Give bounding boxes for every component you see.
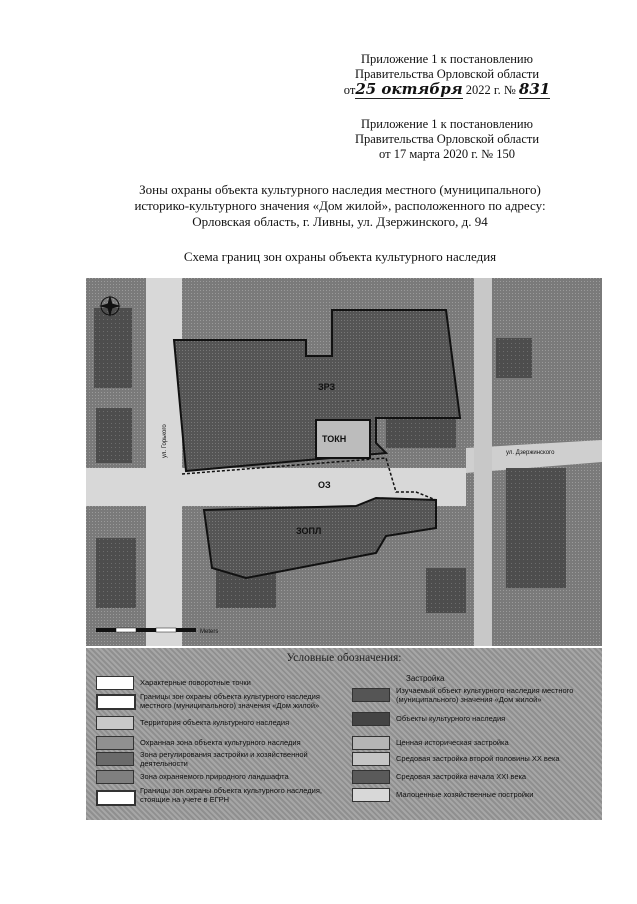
legend [86, 648, 602, 820]
title-line2: историко-культурного значения «Дом жилой», расположенного по адресу: [134, 198, 546, 213]
header-new-line3 [327, 82, 567, 98]
building [506, 468, 566, 588]
header-old-line3: от 17 марта 2020 г. № 150 [379, 147, 515, 161]
legend-symbol-egrn [96, 790, 136, 806]
handwritten-number: 831 [518, 80, 551, 98]
legend-item: Территория объекта культурного наследия [140, 718, 290, 727]
street-label-dzerzhinskogo: ул. Дзержинского [506, 450, 555, 456]
legend-item: Изучаемый объект культурного наследия местного (муниципального) значения «Дом жилой» [396, 686, 574, 704]
label-zopl: ЗОПЛ [296, 526, 322, 536]
legend-symbol-zrz [96, 752, 134, 766]
header-old [327, 117, 567, 162]
legend-item: Границы зон охраны объекта культурного наследия местного (муниципального) значения «Дом жилой» [140, 692, 320, 710]
scheme-subtitle: Схема границ зон охраны объекта культурного наследия [183, 249, 497, 264]
street-label-gorkogo: ул. Горького [162, 424, 168, 458]
legend-item: Охранная зона объекта культурного наследия [140, 738, 301, 747]
legend-symbol-studied-object [352, 688, 390, 702]
legend-item: Ценная историческая застройка [396, 738, 509, 747]
header-new [327, 52, 567, 98]
legend-item: Зона охраняемого природного ландшафта [140, 772, 289, 781]
legend-symbol-zopl [96, 770, 134, 784]
header-old-line1: Приложение 1 к постановлению [361, 117, 533, 131]
road-gorkogo [146, 278, 182, 646]
legend-symbol-21c [352, 770, 390, 784]
header-new-line2: Правительства Орловской области [354, 67, 540, 81]
scale-label: Meters [200, 629, 219, 635]
building [96, 538, 136, 608]
title-line3: Орловская область, г. Ливны, ул. Дзержинского, д. 94 [192, 214, 488, 229]
handwritten-date: 25 октября [355, 80, 463, 98]
label-zrz: ЗРЗ [318, 382, 336, 392]
legend-item: Средовая застройка второй половины XX века [396, 754, 560, 763]
header-new-line1: Приложение 1 к постановлению [361, 52, 533, 66]
map-svg [86, 278, 602, 646]
legend-symbol-points [96, 676, 134, 690]
legend-symbol-border [96, 694, 136, 710]
title-line1: Зоны охраны объекта культурного наследия местного (муниципального) [139, 182, 541, 197]
legend-right-heading: Застройка [406, 674, 445, 683]
header-new-prefix: от [343, 83, 356, 97]
legend-item: Объекты культурного наследия [396, 714, 506, 723]
building [96, 408, 132, 463]
legend-item: Малоценные хозяйственные постройки [396, 790, 534, 799]
building [426, 568, 466, 613]
legend-item: Зона регулирования застройки и хозяйственной деятельности [140, 750, 308, 768]
document-title [60, 182, 620, 230]
header-new-year: 2022 г. № [465, 83, 516, 97]
building [94, 308, 132, 388]
road-right [474, 278, 492, 646]
label-oz: ОЗ [318, 480, 331, 490]
label-tokn: ТОКН [322, 434, 347, 444]
legend-item: Средовая застройка начала XXI века [396, 772, 527, 781]
zone-map [86, 278, 602, 646]
legend-item: Характерные поворотные точки [140, 678, 251, 687]
building [496, 338, 532, 378]
legend-symbol-heritage [352, 712, 390, 726]
legend-title: Условные обозначения: [286, 652, 402, 664]
legend-symbol-20c [352, 752, 390, 766]
header-old-line2: Правительства Орловской области [354, 132, 540, 146]
legend-symbol-tokn [96, 716, 134, 730]
legend-item: Границы зон охраны объекта культурного наследия, стоящие на учете в ЕГРН [140, 786, 322, 804]
legend-symbol-oz [96, 736, 134, 750]
legend-symbol-historic [352, 736, 390, 750]
legend-symbol-outbuildings [352, 788, 390, 802]
building [386, 418, 456, 448]
